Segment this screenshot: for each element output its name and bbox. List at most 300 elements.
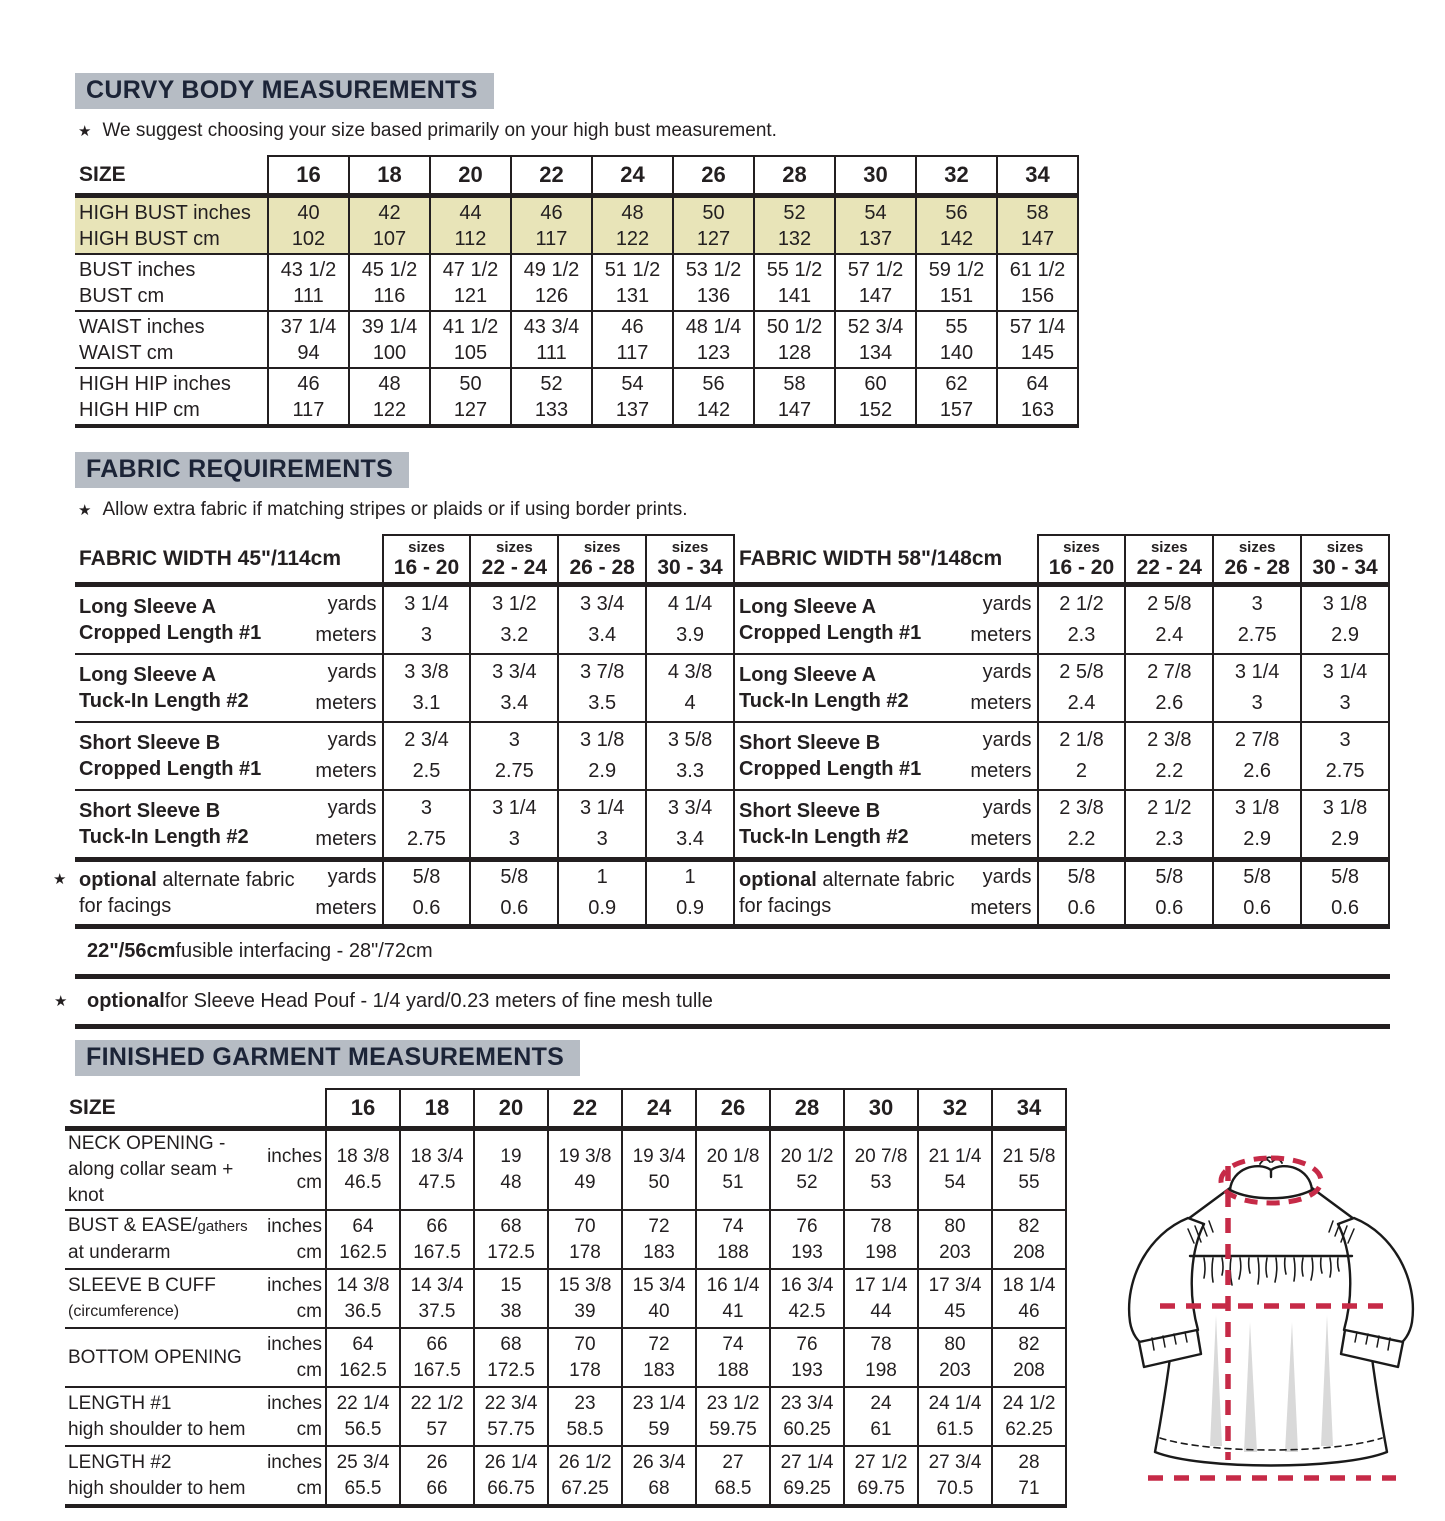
cm-value: 121 (453, 284, 488, 307)
inches-value: 27 1/2 (854, 1451, 908, 1473)
measurement-cell (592, 368, 673, 426)
measurement-cell (592, 311, 673, 368)
inches-value: 16 1/4 (706, 1274, 760, 1296)
fabric-row-label-line2: Tuck-In Length #2 (79, 690, 249, 712)
size-group-header (470, 535, 558, 585)
measurement-cell (673, 311, 754, 368)
cm-value: 162.5 (339, 1359, 387, 1381)
row-label-line1 (68, 1273, 216, 1299)
measurement-cell (622, 1387, 696, 1446)
yards-value: 4 3/8 (667, 661, 713, 683)
header-row (65, 1089, 1066, 1129)
meters-value: 2.2 (1155, 760, 1184, 782)
cm-value: 59 (648, 1418, 670, 1440)
fabric-row (735, 860, 1389, 927)
measurement-cell (430, 311, 511, 368)
measurement-cell (622, 1446, 696, 1506)
unit-labels (311, 860, 383, 927)
cm-value: 112 (454, 227, 487, 250)
unit-labels (965, 722, 1038, 790)
yards-label: yards (982, 593, 1032, 615)
cm-value: 131 (615, 284, 650, 307)
yards-value: 5/8 (1067, 866, 1096, 888)
inches-value: 50 1/2 (766, 315, 823, 338)
unit-labels (267, 1450, 322, 1502)
sizes-word: sizes (1238, 539, 1276, 556)
cm-value: 208 (1013, 1359, 1045, 1381)
inches-value: 25 3/4 (336, 1451, 390, 1473)
measurement-cell (835, 311, 916, 368)
cm-value: 66 (426, 1477, 448, 1499)
cm-value: 62.25 (1005, 1418, 1053, 1440)
meters-value: 3.2 (500, 624, 529, 646)
row-label (65, 1210, 326, 1269)
size-column-header: 22 (548, 1089, 622, 1129)
inches-value: 46 (540, 201, 563, 224)
cm-value: 116 (373, 284, 406, 307)
cm-label: cm (296, 1241, 322, 1263)
yards-value: 5/8 (1331, 866, 1359, 888)
measurement-cell (754, 196, 835, 255)
meters-value: 0.6 (1331, 897, 1359, 919)
optional-rest: alternate fabric (816, 869, 955, 891)
row-label-line1: HIGH HIP inches (79, 372, 231, 395)
measurement-cell (622, 1269, 696, 1328)
cm-value: 107 (372, 227, 407, 250)
yards-label: yards (982, 797, 1032, 819)
fabric-row-label-line1: Short Sleeve B (739, 732, 881, 754)
measurement-cell (430, 368, 511, 426)
inches-value: 72 (648, 1215, 670, 1237)
meters-label: meters (970, 828, 1032, 850)
yardage-cell (383, 860, 471, 927)
fabric-row-label-line2: Cropped Length #1 (79, 622, 262, 644)
measurement-cell (696, 1387, 770, 1446)
cm-value: 60.25 (783, 1418, 831, 1440)
yards-value: 5/8 (412, 866, 441, 888)
row-label (65, 1129, 326, 1211)
inches-value: 80 (944, 1215, 966, 1237)
yards-label: yards (327, 866, 377, 888)
yards-value: 2 1/8 (1059, 729, 1104, 751)
cm-value: 111 (293, 284, 324, 307)
cm-value: 102 (291, 227, 326, 250)
inches-value: 26 3/4 (632, 1451, 686, 1473)
row-label-line1 (68, 1391, 245, 1417)
measurement-cell (400, 1387, 474, 1446)
measurement-cell (474, 1328, 548, 1387)
fabric-row-label-line1 (79, 867, 311, 893)
yards-label: yards (327, 593, 377, 615)
unit-labels (311, 722, 383, 790)
fabric-row (75, 654, 734, 722)
inches-value: 57 1/4 (1009, 315, 1066, 338)
cm-value: 172.5 (487, 1359, 535, 1381)
inches-value: 20 1/2 (780, 1146, 834, 1167)
measurement-cell (770, 1129, 844, 1211)
yards-label: yards (982, 866, 1032, 888)
measurement-cell (673, 254, 754, 311)
yardage-cell (1125, 790, 1213, 860)
inches-value: 82 (1018, 1215, 1040, 1237)
inches-value: 51 1/2 (604, 258, 661, 281)
inches-label: inches (267, 1274, 322, 1296)
inches-value: 21 1/4 (928, 1146, 982, 1167)
fabric-row (735, 790, 1389, 860)
tulle-note-text: for Sleeve Head Pouf - 1/4 yard/0.23 meters of fine mesh tulle (164, 990, 713, 1012)
meters-value: 2.6 (1243, 760, 1272, 782)
cm-value: 53 (870, 1172, 892, 1193)
inches-value: 40 (297, 201, 320, 224)
measurement-row (75, 368, 1078, 426)
fabric-row-label-line2: Cropped Length #1 (739, 758, 922, 780)
cm-value: 57 (426, 1418, 448, 1440)
inches-value: 20 7/8 (854, 1146, 908, 1167)
size-group-range: 22 - 24 (481, 556, 548, 579)
yardage-cell (383, 585, 471, 655)
inches-value: 76 (796, 1333, 818, 1355)
inches-value: 15 3/4 (632, 1274, 686, 1296)
section-title-finished-garment: FINISHED GARMENT MEASUREMENTS (75, 1040, 580, 1076)
meters-value: 2.3 (1155, 828, 1184, 850)
meters-value: 3.4 (588, 624, 617, 646)
measurement-cell (548, 1210, 622, 1269)
cm-label: cm (296, 1477, 322, 1499)
yardage-cell (1301, 790, 1389, 860)
garment-measure-row (65, 1446, 1066, 1506)
inches-value: 68 (500, 1333, 522, 1355)
inches-value: 23 1/2 (706, 1392, 760, 1414)
cm-value: 68.5 (714, 1477, 752, 1499)
measurement-row (75, 254, 1078, 311)
yards-value: 3 1/4 (492, 797, 537, 819)
row-label (65, 1387, 326, 1446)
meters-value: 3 (508, 828, 520, 850)
meters-value: 2.75 (1237, 624, 1277, 646)
cm-value: 137 (615, 398, 650, 421)
cm-value: 41 (722, 1300, 744, 1322)
measurement-cell (844, 1210, 918, 1269)
size-group-header (1038, 535, 1126, 585)
measurement-cell (916, 254, 997, 311)
yards-value: 3 3/4 (492, 661, 537, 683)
cm-value: 157 (939, 398, 974, 421)
fabric-row-label-line2: Tuck-In Length #2 (739, 690, 909, 712)
section-title-curvy-body: CURVY BODY MEASUREMENTS (75, 73, 494, 109)
row-label-line2: at underarm (68, 1242, 171, 1263)
size-group-header (383, 535, 471, 585)
measurement-cell (770, 1210, 844, 1269)
cm-value: 151 (939, 284, 974, 307)
inches-value: 18 3/4 (410, 1146, 464, 1167)
cm-value: 128 (777, 341, 812, 364)
inches-value: 28 (1018, 1451, 1040, 1473)
row-label-line1 (68, 1213, 248, 1240)
inches-value: 59 1/2 (928, 258, 985, 281)
star-bullet-icon: ★ (54, 993, 68, 1010)
cm-value: 117 (292, 398, 325, 421)
meters-value: 3 (1339, 692, 1351, 714)
yardage-cell (1125, 585, 1213, 655)
measurement-cell (916, 311, 997, 368)
size-group-header (1213, 535, 1301, 585)
body-measurements-table (75, 155, 1079, 428)
fabric-row-label-line1: Long Sleeve A (739, 664, 877, 686)
meters-value: 0.9 (588, 897, 617, 919)
inches-value: 58 (783, 372, 806, 395)
inches-value: 15 3/8 (558, 1274, 612, 1296)
yardage-cell (558, 790, 646, 860)
measurement-cell (992, 1446, 1066, 1506)
fabric-row-label (735, 860, 965, 927)
measurement-cell (696, 1210, 770, 1269)
inches-value: 46 (297, 372, 320, 395)
inches-value: 72 (648, 1333, 670, 1355)
cm-value: 70.5 (936, 1477, 974, 1499)
fabric-row-label (75, 790, 311, 860)
yardage-cell (1213, 585, 1301, 655)
fabric-row-label-line2: Tuck-In Length #2 (79, 826, 249, 848)
measurement-cell (430, 196, 511, 255)
measurement-cell (918, 1129, 992, 1211)
yards-value: 3 5/8 (667, 729, 713, 751)
meters-value: 3.9 (676, 624, 704, 646)
fabric-note (78, 499, 1390, 521)
yardage-cell (383, 722, 471, 790)
measurement-cell (474, 1387, 548, 1446)
inches-value: 54 (621, 372, 644, 395)
fabric-row-label-line1: Long Sleeve A (739, 596, 877, 618)
measurement-cell (997, 311, 1078, 368)
measurement-cell (349, 368, 430, 426)
unit-labels (965, 790, 1038, 860)
measurement-cell (754, 311, 835, 368)
cm-value: 39 (574, 1300, 596, 1322)
cm-value: 134 (858, 341, 893, 364)
cm-value: 178 (569, 1241, 601, 1263)
sizes-word: sizes (671, 539, 709, 556)
size-column-header: 30 (844, 1089, 918, 1129)
yardage-cell (1038, 654, 1126, 722)
cm-value: 142 (939, 227, 974, 250)
meters-value: 2.75 (494, 760, 534, 782)
yards-value: 1 (684, 866, 696, 888)
cm-value: 156 (1020, 284, 1055, 307)
tulle-note-row (54, 979, 1390, 1029)
measurement-cell (400, 1328, 474, 1387)
cm-value: 69.25 (783, 1477, 831, 1499)
size-group-range: 16 - 20 (393, 556, 460, 579)
measurement-cell (622, 1328, 696, 1387)
garment-left-sleeve (1129, 1218, 1204, 1346)
inches-value: 14 3/8 (336, 1274, 390, 1296)
optional-word: optional (79, 869, 157, 891)
meters-value: 3.4 (500, 692, 529, 714)
inches-value: 22 1/4 (336, 1392, 390, 1414)
row-label-line2: HIGH BUST cm (79, 227, 220, 250)
meters-value: 2.4 (1067, 692, 1096, 714)
inches-value: 66 (426, 1333, 448, 1355)
cm-value: 198 (865, 1359, 897, 1381)
measurement-cell (770, 1446, 844, 1506)
inches-value: 42 (378, 201, 401, 224)
measurement-cell (511, 311, 592, 368)
measurement-cell (992, 1269, 1066, 1328)
measurement-cell (696, 1269, 770, 1328)
yards-value: 2 7/8 (1147, 661, 1192, 683)
inches-value: 18 3/8 (336, 1146, 390, 1167)
measurement-cell (754, 254, 835, 311)
meters-value: 3.3 (676, 760, 704, 782)
yardage-cell (1038, 790, 1126, 860)
cm-value: 38 (500, 1300, 522, 1322)
yardage-cell (383, 790, 471, 860)
inches-value: 26 (426, 1451, 448, 1473)
size-group-range: 22 - 24 (1136, 556, 1202, 579)
yardage-cell (558, 860, 646, 927)
yardage-cell (470, 860, 558, 927)
cm-value: 68 (648, 1477, 670, 1499)
meters-value: 2.5 (412, 760, 441, 782)
meters-value: 0.9 (676, 897, 704, 919)
inches-value: 20 1/8 (706, 1146, 760, 1167)
yardage-cell (1213, 790, 1301, 860)
size-column-label: SIZE (65, 1089, 326, 1129)
yards-label: yards (982, 661, 1032, 683)
optional-word: optional (739, 869, 817, 891)
inches-value: 54 (864, 201, 887, 224)
measurement-cell (992, 1328, 1066, 1387)
inches-value: 24 (870, 1392, 892, 1414)
measurement-cell (844, 1446, 918, 1506)
cm-value: 55 (1018, 1172, 1040, 1193)
measurement-cell (326, 1387, 400, 1446)
inches-value: 17 1/4 (854, 1274, 908, 1296)
yardage-cell (1213, 860, 1301, 927)
yards-value: 1 (596, 866, 608, 888)
cm-value: 136 (696, 284, 731, 307)
row-label-line1 (68, 1131, 267, 1157)
yards-value: 2 3/8 (1059, 797, 1104, 819)
cm-value: 67.25 (561, 1477, 609, 1499)
fabric-row-label-line1: Short Sleeve B (79, 800, 221, 822)
meters-value: 0.6 (1155, 897, 1184, 919)
size-column-header: 22 (511, 156, 592, 196)
yards-value: 3 1/8 (1322, 797, 1368, 819)
measurement-row (75, 196, 1078, 255)
yards-label: yards (327, 661, 377, 683)
yardage-cell (646, 654, 734, 722)
yardage-cell (1301, 585, 1389, 655)
cm-value: 132 (777, 227, 812, 250)
cm-value: 52 (796, 1172, 818, 1193)
fabric-row-label (735, 790, 965, 860)
inches-value: 58 (1026, 201, 1049, 224)
measurement-cell (754, 368, 835, 426)
cm-value: 59.75 (709, 1418, 757, 1440)
row-label (75, 368, 268, 426)
cm-value: 57.75 (487, 1418, 535, 1440)
cm-value: 141 (777, 284, 812, 307)
inches-value: 49 1/2 (523, 258, 580, 281)
meters-label: meters (970, 624, 1032, 646)
header-row (75, 156, 1078, 196)
inches-value: 23 3/4 (780, 1392, 834, 1414)
cm-value: 61 (870, 1418, 892, 1440)
unit-labels (267, 1391, 322, 1443)
measurement-cell (918, 1269, 992, 1328)
yards-value: 5/8 (1155, 866, 1184, 888)
size-group-range: 30 - 34 (657, 556, 723, 579)
cm-value: 71 (1018, 1477, 1040, 1499)
inches-value: 48 (378, 372, 401, 395)
size-column-header: 18 (400, 1089, 474, 1129)
meters-value: 0.6 (1067, 897, 1096, 919)
measurement-row (75, 311, 1078, 368)
measurement-cell (844, 1387, 918, 1446)
cm-value: 147 (777, 398, 812, 421)
yards-value: 3 (1251, 593, 1263, 615)
meters-value: 0.6 (500, 897, 529, 919)
inches-value: 78 (870, 1215, 892, 1237)
measurement-cell (916, 196, 997, 255)
meters-value: 2.3 (1067, 624, 1096, 646)
inches-value: 45 1/2 (361, 258, 418, 281)
inches-value: 19 3/4 (632, 1146, 686, 1167)
meters-value: 2.75 (407, 828, 446, 850)
interfacing-note-text: fusible interfacing - 28"/72cm (175, 940, 433, 962)
garment-measure-row (65, 1269, 1066, 1328)
unit-labels (267, 1273, 322, 1325)
inches-value: 26 1/4 (484, 1451, 538, 1473)
measurement-cell (997, 254, 1078, 311)
row-label (65, 1328, 326, 1387)
sizes-word: sizes (408, 539, 445, 556)
measurement-cell (474, 1446, 548, 1506)
cm-value: 133 (534, 398, 569, 421)
yards-value: 3 1/8 (1322, 593, 1368, 615)
measurement-cell (326, 1269, 400, 1328)
yards-value: 4 1/4 (667, 593, 713, 615)
yards-value: 3 1/8 (1234, 797, 1280, 819)
inches-value: 48 (621, 201, 644, 224)
cm-value: 46.5 (344, 1172, 382, 1193)
fabric-row (735, 654, 1389, 722)
size-column-header: 26 (673, 156, 754, 196)
yardage-cell (1125, 654, 1213, 722)
measurement-cell (548, 1129, 622, 1211)
cm-value: 147 (1020, 227, 1055, 250)
row-label-line1 (68, 1450, 245, 1476)
yardage-cell (470, 585, 558, 655)
cm-value: 127 (453, 398, 488, 421)
measurement-cell (349, 254, 430, 311)
meters-value: 2.2 (1067, 828, 1096, 850)
size-column-header: 32 (918, 1089, 992, 1129)
yards-value: 3 1/4 (579, 797, 625, 819)
fabric-row-label (75, 585, 311, 655)
yards-value: 3 3/8 (404, 661, 449, 683)
cm-value: 126 (534, 284, 569, 307)
size-column-header: 20 (430, 156, 511, 196)
inches-value: 60 (864, 372, 887, 395)
inches-value: 37 1/4 (280, 315, 337, 338)
tulle-note-bold: optional (87, 990, 165, 1012)
fabric-tables (53, 534, 1390, 929)
inches-value: 26 1/2 (558, 1451, 612, 1473)
star-bullet-icon: ★ (78, 122, 92, 140)
yards-value: 3 (420, 797, 433, 819)
